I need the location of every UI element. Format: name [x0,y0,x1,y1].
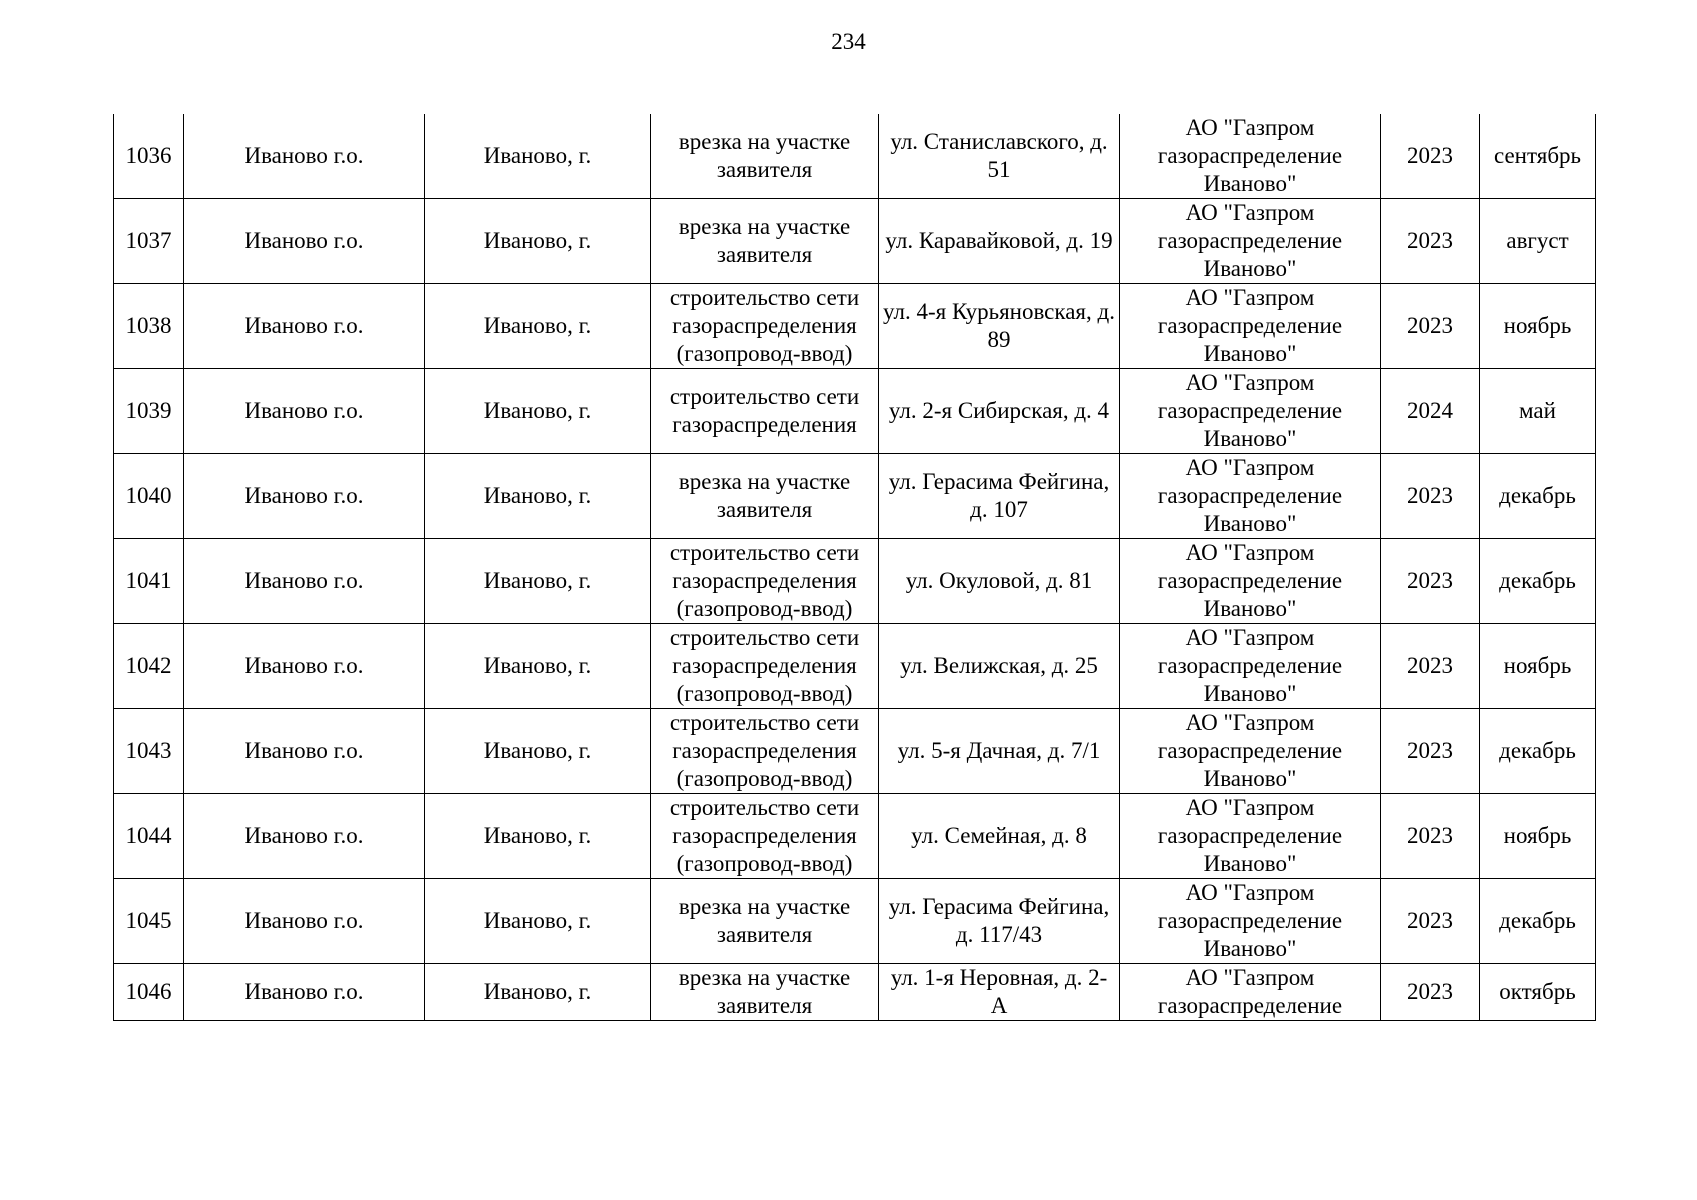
cell-year: 2023 [1381,284,1480,369]
cell-organization: АО "Газпром газораспределение Иваново" [1120,114,1381,199]
cell-city: Иваново, г. [425,794,651,879]
cell-municipality: Иваново г.о. [184,624,425,709]
cell-number: 1043 [114,709,184,794]
cell-municipality: Иваново г.о. [184,964,425,1021]
cell-city: Иваново, г. [425,114,651,199]
cell-municipality: Иваново г.о. [184,879,425,964]
cell-address: ул. Окуловой, д. 81 [879,539,1120,624]
cell-year: 2024 [1381,369,1480,454]
table-row [114,624,1596,709]
cell-municipality: Иваново г.о. [184,709,425,794]
cell-year: 2023 [1381,964,1480,1021]
cell-municipality: Иваново г.о. [184,369,425,454]
table-row [114,199,1596,284]
cell-city: Иваново, г. [425,539,651,624]
cell-organization: АО "Газпром газораспределение Иваново" [1120,369,1381,454]
cell-city: Иваново, г. [425,624,651,709]
cell-municipality: Иваново г.о. [184,454,425,539]
cell-organization: АО "Газпром газораспределение Иваново" [1120,539,1381,624]
table-row [114,284,1596,369]
cell-year: 2023 [1381,539,1480,624]
cell-address: ул. Велижская, д. 25 [879,624,1120,709]
cell-number: 1040 [114,454,184,539]
cell-year: 2023 [1381,454,1480,539]
table-row [114,794,1596,879]
cell-municipality: Иваново г.о. [184,284,425,369]
cell-month: сентябрь [1480,114,1596,199]
cell-month: ноябрь [1480,624,1596,709]
cell-address: ул. Каравайковой, д. 19 [879,199,1120,284]
cell-number: 1046 [114,964,184,1021]
cell-municipality: Иваново г.о. [184,114,425,199]
cell-month: декабрь [1480,709,1596,794]
cell-number: 1041 [114,539,184,624]
cell-organization: АО "Газпром газораспределение Иваново" [1120,454,1381,539]
cell-work-type: строительство сети газораспределения (газопровод-ввод) [651,284,879,369]
cell-work-type: строительство сети газораспределения (газопровод-ввод) [651,709,879,794]
cell-organization: АО "Газпром газораспределение Иваново" [1120,624,1381,709]
cell-number: 1042 [114,624,184,709]
cell-organization: АО "Газпром газораспределение Иваново" [1120,284,1381,369]
table-body [114,114,1596,1021]
cell-city: Иваново, г. [425,369,651,454]
cell-number: 1037 [114,199,184,284]
table-row [114,964,1596,1021]
cell-month: декабрь [1480,879,1596,964]
cell-year: 2023 [1381,114,1480,199]
table-row [114,454,1596,539]
cell-organization: АО "Газпром газораспределение Иваново" [1120,709,1381,794]
cell-work-type: врезка на участке заявителя [651,964,879,1021]
cell-address: ул. 1-я Неровная, д. 2-А [879,964,1120,1021]
cell-number: 1036 [114,114,184,199]
cell-year: 2023 [1381,794,1480,879]
cell-organization: АО "Газпром газораспределение Иваново" [1120,794,1381,879]
cell-year: 2023 [1381,624,1480,709]
cell-number: 1039 [114,369,184,454]
cell-work-type: строительство сети газораспределения (газопровод-ввод) [651,624,879,709]
gas-connection-table [113,114,1596,1021]
cell-municipality: Иваново г.о. [184,199,425,284]
cell-city: Иваново, г. [425,284,651,369]
cell-address: ул. Станиславского, д. 51 [879,114,1120,199]
page-number: 234 [831,29,866,54]
cell-work-type: врезка на участке заявителя [651,114,879,199]
cell-month: декабрь [1480,539,1596,624]
table-row [114,114,1596,199]
cell-organization: АО "Газпром газораспределение Иваново" [1120,879,1381,964]
cell-city: Иваново, г. [425,879,651,964]
cell-address: ул. Герасима Фейгина, д. 117/43 [879,879,1120,964]
cell-address: ул. 4-я Курьяновская, д. 89 [879,284,1120,369]
cell-city: Иваново, г. [425,454,651,539]
cell-number: 1044 [114,794,184,879]
cell-year: 2023 [1381,709,1480,794]
cell-address: ул. 5-я Дачная, д. 7/1 [879,709,1120,794]
cell-municipality: Иваново г.о. [184,539,425,624]
cell-number: 1038 [114,284,184,369]
cell-work-type: строительство сети газораспределения (газопровод-ввод) [651,794,879,879]
cell-number: 1045 [114,879,184,964]
table-row [114,369,1596,454]
cell-work-type: строительство сети газораспределения [651,369,879,454]
cell-work-type: врезка на участке заявителя [651,199,879,284]
cell-month: декабрь [1480,454,1596,539]
cell-year: 2023 [1381,879,1480,964]
table-row [114,709,1596,794]
cell-city: Иваново, г. [425,709,651,794]
cell-month: октябрь [1480,964,1596,1021]
cell-address: ул. Семейная, д. 8 [879,794,1120,879]
cell-month: май [1480,369,1596,454]
cell-address: ул. 2-я Сибирская, д. 4 [879,369,1120,454]
cell-year: 2023 [1381,199,1480,284]
cell-organization: АО "Газпром газораспределение Иваново" [1120,199,1381,284]
cell-municipality: Иваново г.о. [184,794,425,879]
cell-work-type: строительство сети газораспределения (газопровод-ввод) [651,539,879,624]
cell-month: ноябрь [1480,794,1596,879]
cell-address: ул. Герасима Фейгина, д. 107 [879,454,1120,539]
table-row [114,539,1596,624]
cell-month: ноябрь [1480,284,1596,369]
cell-organization: АО "Газпром газораспределение [1120,964,1381,1021]
cell-city: Иваново, г. [425,964,651,1021]
table-row [114,879,1596,964]
cell-work-type: врезка на участке заявителя [651,454,879,539]
cell-city: Иваново, г. [425,199,651,284]
cell-month: август [1480,199,1596,284]
cell-work-type: врезка на участке заявителя [651,879,879,964]
